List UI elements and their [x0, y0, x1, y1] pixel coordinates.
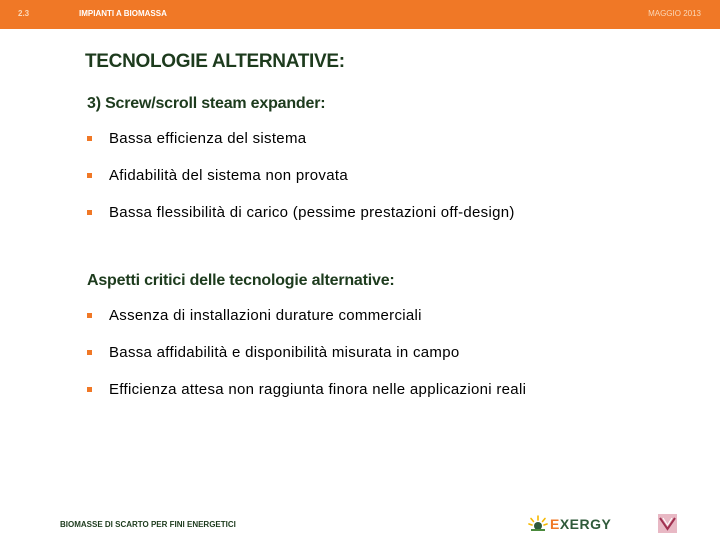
- bullet-list-screw-expander: [86, 130, 515, 241]
- bullet-square-icon: [87, 210, 92, 215]
- list-item-text: Bassa flessibilità di carico (pessime prestazioni off-design): [109, 204, 515, 221]
- header-bar: [0, 0, 720, 29]
- list-item-text: Assenza di installazioni durature commerciali: [109, 307, 422, 324]
- maccaferri-logo: [658, 514, 677, 533]
- bullet-list-critical-aspects: [86, 307, 526, 418]
- subheading-critical-aspects: Aspetti critici delle tecnologie alternative:: [87, 272, 395, 289]
- bullet-square-icon: [87, 350, 92, 355]
- footer-title: BIOMASSE DI SCARTO PER FINI ENERGETICI: [60, 520, 236, 529]
- sun-icon: [528, 514, 548, 534]
- list-item: [86, 344, 526, 381]
- list-item-text: Efficienza attesa non raggiunta finora nelle applicazioni reali: [109, 381, 527, 398]
- section-title: IMPIANTI A BIOMASSA: [79, 9, 167, 18]
- list-item: [86, 381, 526, 418]
- list-item-text: Afidabilità del sistema non provata: [109, 167, 348, 184]
- bullet-square-icon: [87, 313, 92, 318]
- bullet-square-icon: [87, 136, 92, 141]
- list-item: [86, 204, 515, 241]
- exergy-wordmark: EXERGY: [550, 516, 612, 532]
- list-item: [86, 167, 515, 204]
- subheading-screw-expander: 3) Screw/scroll steam expander:: [87, 95, 326, 112]
- exergy-logo: [528, 514, 611, 534]
- bullet-square-icon: [87, 387, 92, 392]
- list-item: [86, 307, 526, 344]
- page-title: TECNOLOGIE ALTERNATIVE:: [85, 51, 345, 72]
- header-date: MAGGIO 2013: [648, 9, 701, 18]
- slide-number: 2.3: [18, 9, 30, 18]
- list-item-text: Bassa affidabilità e disponibilità misurata in campo: [109, 344, 460, 361]
- list-item-text: Bassa efficienza del sistema: [109, 130, 307, 147]
- maccaferri-mark-icon: [658, 514, 677, 533]
- bullet-square-icon: [87, 173, 92, 178]
- list-item: [86, 130, 515, 167]
